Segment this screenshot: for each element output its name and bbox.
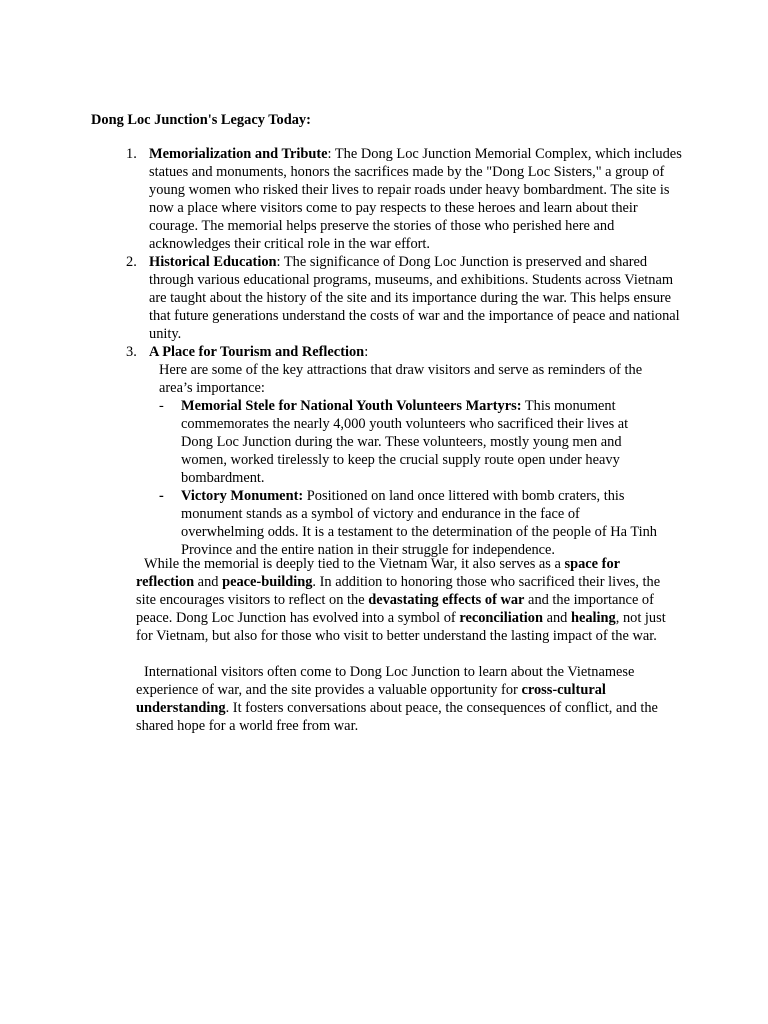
list-item <box>126 145 689 253</box>
bold-phrase: reconciliation <box>459 610 543 626</box>
international-visitors-paragraph <box>136 663 681 735</box>
text-run: and the importance of peace. Dong Loc Junction has evolved into a symbol of <box>136 592 654 626</box>
text-run: . It fosters conversations about peace, the consequences of conflict, and the shared hope for a world free from war. <box>136 700 658 734</box>
bold-phrase: healing <box>570 610 616 626</box>
list-number: 3. <box>126 344 137 360</box>
attractions-list <box>159 397 689 559</box>
reflection-paragraph <box>136 555 681 645</box>
sub-item-title: Memorial Stele for National Youth Volunteers Martyrs: <box>181 398 522 414</box>
text-run: and <box>194 574 223 590</box>
list-item <box>126 253 689 343</box>
dash-bullet: - <box>159 398 164 414</box>
item-text: : The significance of Dong Loc Junction is preserved and shared through various educational programs, museums, and exhibitions. Students across Vietnam are taught about the history of the site and its importance during the war. This helps ensure that future generations understand the costs of war and the importance of peace and national unity. <box>149 254 680 342</box>
bold-phrase: space for reflection <box>136 556 620 590</box>
text-run: and <box>542 610 571 626</box>
item-title: Memorialization and Tribute <box>149 146 328 162</box>
list-number: 1. <box>126 146 137 162</box>
sublist-item <box>159 397 659 487</box>
dash-bullet: - <box>159 488 164 504</box>
list-item <box>126 343 689 559</box>
item-text: : <box>364 344 369 360</box>
item-title: Historical Education <box>149 254 277 270</box>
bold-phrase: cross-cultural understanding <box>136 682 606 716</box>
text-run: While the memorial is deeply tied to the Vietnam War, it also serves as a <box>144 556 565 572</box>
item-text: : The Dong Loc Junction Memorial Complex, which includes statues and monuments, honors the sacrifices made by the "Dong Loc Sisters," a group of young women who risked their lives to repair roads under heavy bombardment. The site is now a place where visitors come to pay respects to these heroes and learn about their courage. The memorial helps preserve the stories of those who perished here and acknowledges their critical role in the war effort. <box>149 146 682 252</box>
text-run: International visitors often come to Dong Loc Junction to learn about the Vietnamese experience of war, and the site provides a valuable opportunity for <box>136 664 635 698</box>
attractions-intro: Here are some of the key attractions that draw visitors and serve as reminders of the area’s importance: <box>159 362 643 396</box>
sub-item-title: Victory Monument: <box>181 488 304 504</box>
bold-phrase: devastating effects of war <box>368 592 525 608</box>
numbered-list <box>126 145 689 559</box>
text-run: , not just for Vietnam, but also for those who visit to better understand the lasting impact of the war. <box>136 610 666 644</box>
sub-item-text: This monument commemorates the nearly 4,000 youth volunteers who sacrificed their lives at Dong Loc Junction during the war. These volunteers, mostly young men and women, worked tirelessly to keep the crucial supply route open under heavy bombardment. <box>181 398 629 486</box>
list-number: 2. <box>126 254 137 270</box>
item-title: A Place for Tourism and Reflection <box>149 344 365 360</box>
sublist-item <box>159 487 659 559</box>
sub-item-text: Positioned on land once littered with bomb craters, this monument stands as a symbol of victory and endurance in the face of overwhelming odds. It is a testament to the determination of the people of Ha Tinh Province and the entire nation in their struggle for independence. <box>181 488 658 558</box>
bold-phrase: peace-building <box>222 574 313 590</box>
text-run: . In addition to honoring those who sacrificed their lives, the site encourages visitors to reflect on the <box>136 574 661 608</box>
document-heading: Dong Loc Junction's Legacy Today: <box>91 112 311 128</box>
